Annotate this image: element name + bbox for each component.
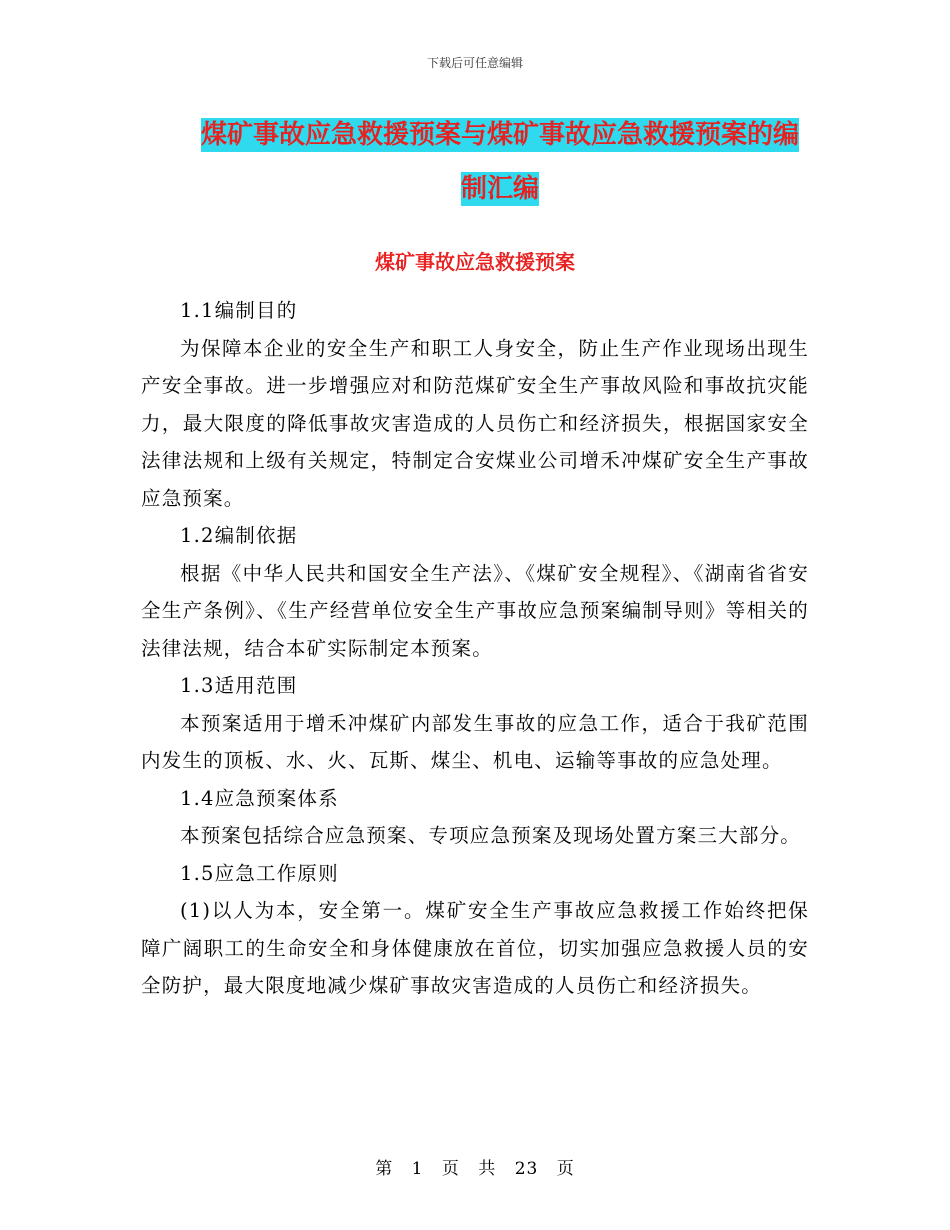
document-title-line2: 制汇编: [460, 174, 539, 204]
document-title-line1: 煤矿事故应急救援预案与煤矿事故应急救援预案的编: [200, 120, 799, 150]
paragraph-1-3: 本预案适用于增禾冲煤矿内部发生事故的应急工作，适合于我矿范围内发生的顶板、水、火、瓦斯、煤尘、机电、运输等事故的应急处理。: [141, 711, 809, 772]
heading-1-2: 1.2编制依据: [180, 524, 298, 547]
section-title: 煤矿事故应急救援预案: [375, 250, 575, 274]
footer-page-label: 页: [441, 1159, 460, 1179]
paragraph-1-2: 根据《中华人民共和国安全生产法》、《煤矿安全规程》、《湖南省省安全生产条例》、《生产经营单位安全生产事故应急预案编制导则》等相关的法律法规，结合本矿实际制定本预案。: [141, 561, 809, 660]
paragraph-1-5-1: (1)以人为本，安全第一。煤矿安全生产事故应急救援工作始终把保障广阔职工的生命安全和身体健康放在首位，切实加强应急救援人员的安全防护，最大限度地减少煤矿事故灾害造成的人员伤亡和经济损失。: [141, 899, 809, 997]
heading-1-4: 1.4应急预案体系: [180, 786, 339, 810]
footer-suffix: 页: [556, 1159, 575, 1179]
footer-page-number: 1: [411, 1159, 424, 1179]
footer-total-pages: 23: [514, 1159, 539, 1179]
document-body: [141, 292, 809, 1005]
document-title: [190, 108, 810, 216]
heading-1-3: 1.3适用范围: [180, 674, 298, 697]
paragraph-1-1: 为保障本企业的安全生产和职工人身安全，防止生产作业现场出现生产安全事故。进一步增强应对和防范煤矿安全生产事故风险和事故抗灾能力，最大限度的降低事故灾害造成的人员伤亡和经济损失，根据国家安全法律法规和上级有关规定，特制定合安煤业公司增禾冲煤矿安全生产事故应急预案。: [141, 336, 809, 510]
heading-1-1: 1.1编制目的: [180, 299, 298, 322]
footer-prefix: 第: [375, 1159, 394, 1179]
page-footer: [0, 1154, 950, 1179]
heading-1-5: 1.5应急工作原则: [180, 861, 339, 885]
footer-total-label: 共: [478, 1159, 497, 1179]
paragraph-1-4: 本预案包括综合应急预案、专项应急预案及现场处置方案三大部分。: [180, 824, 802, 847]
header-note: 下载后可任意编辑: [426, 56, 523, 70]
